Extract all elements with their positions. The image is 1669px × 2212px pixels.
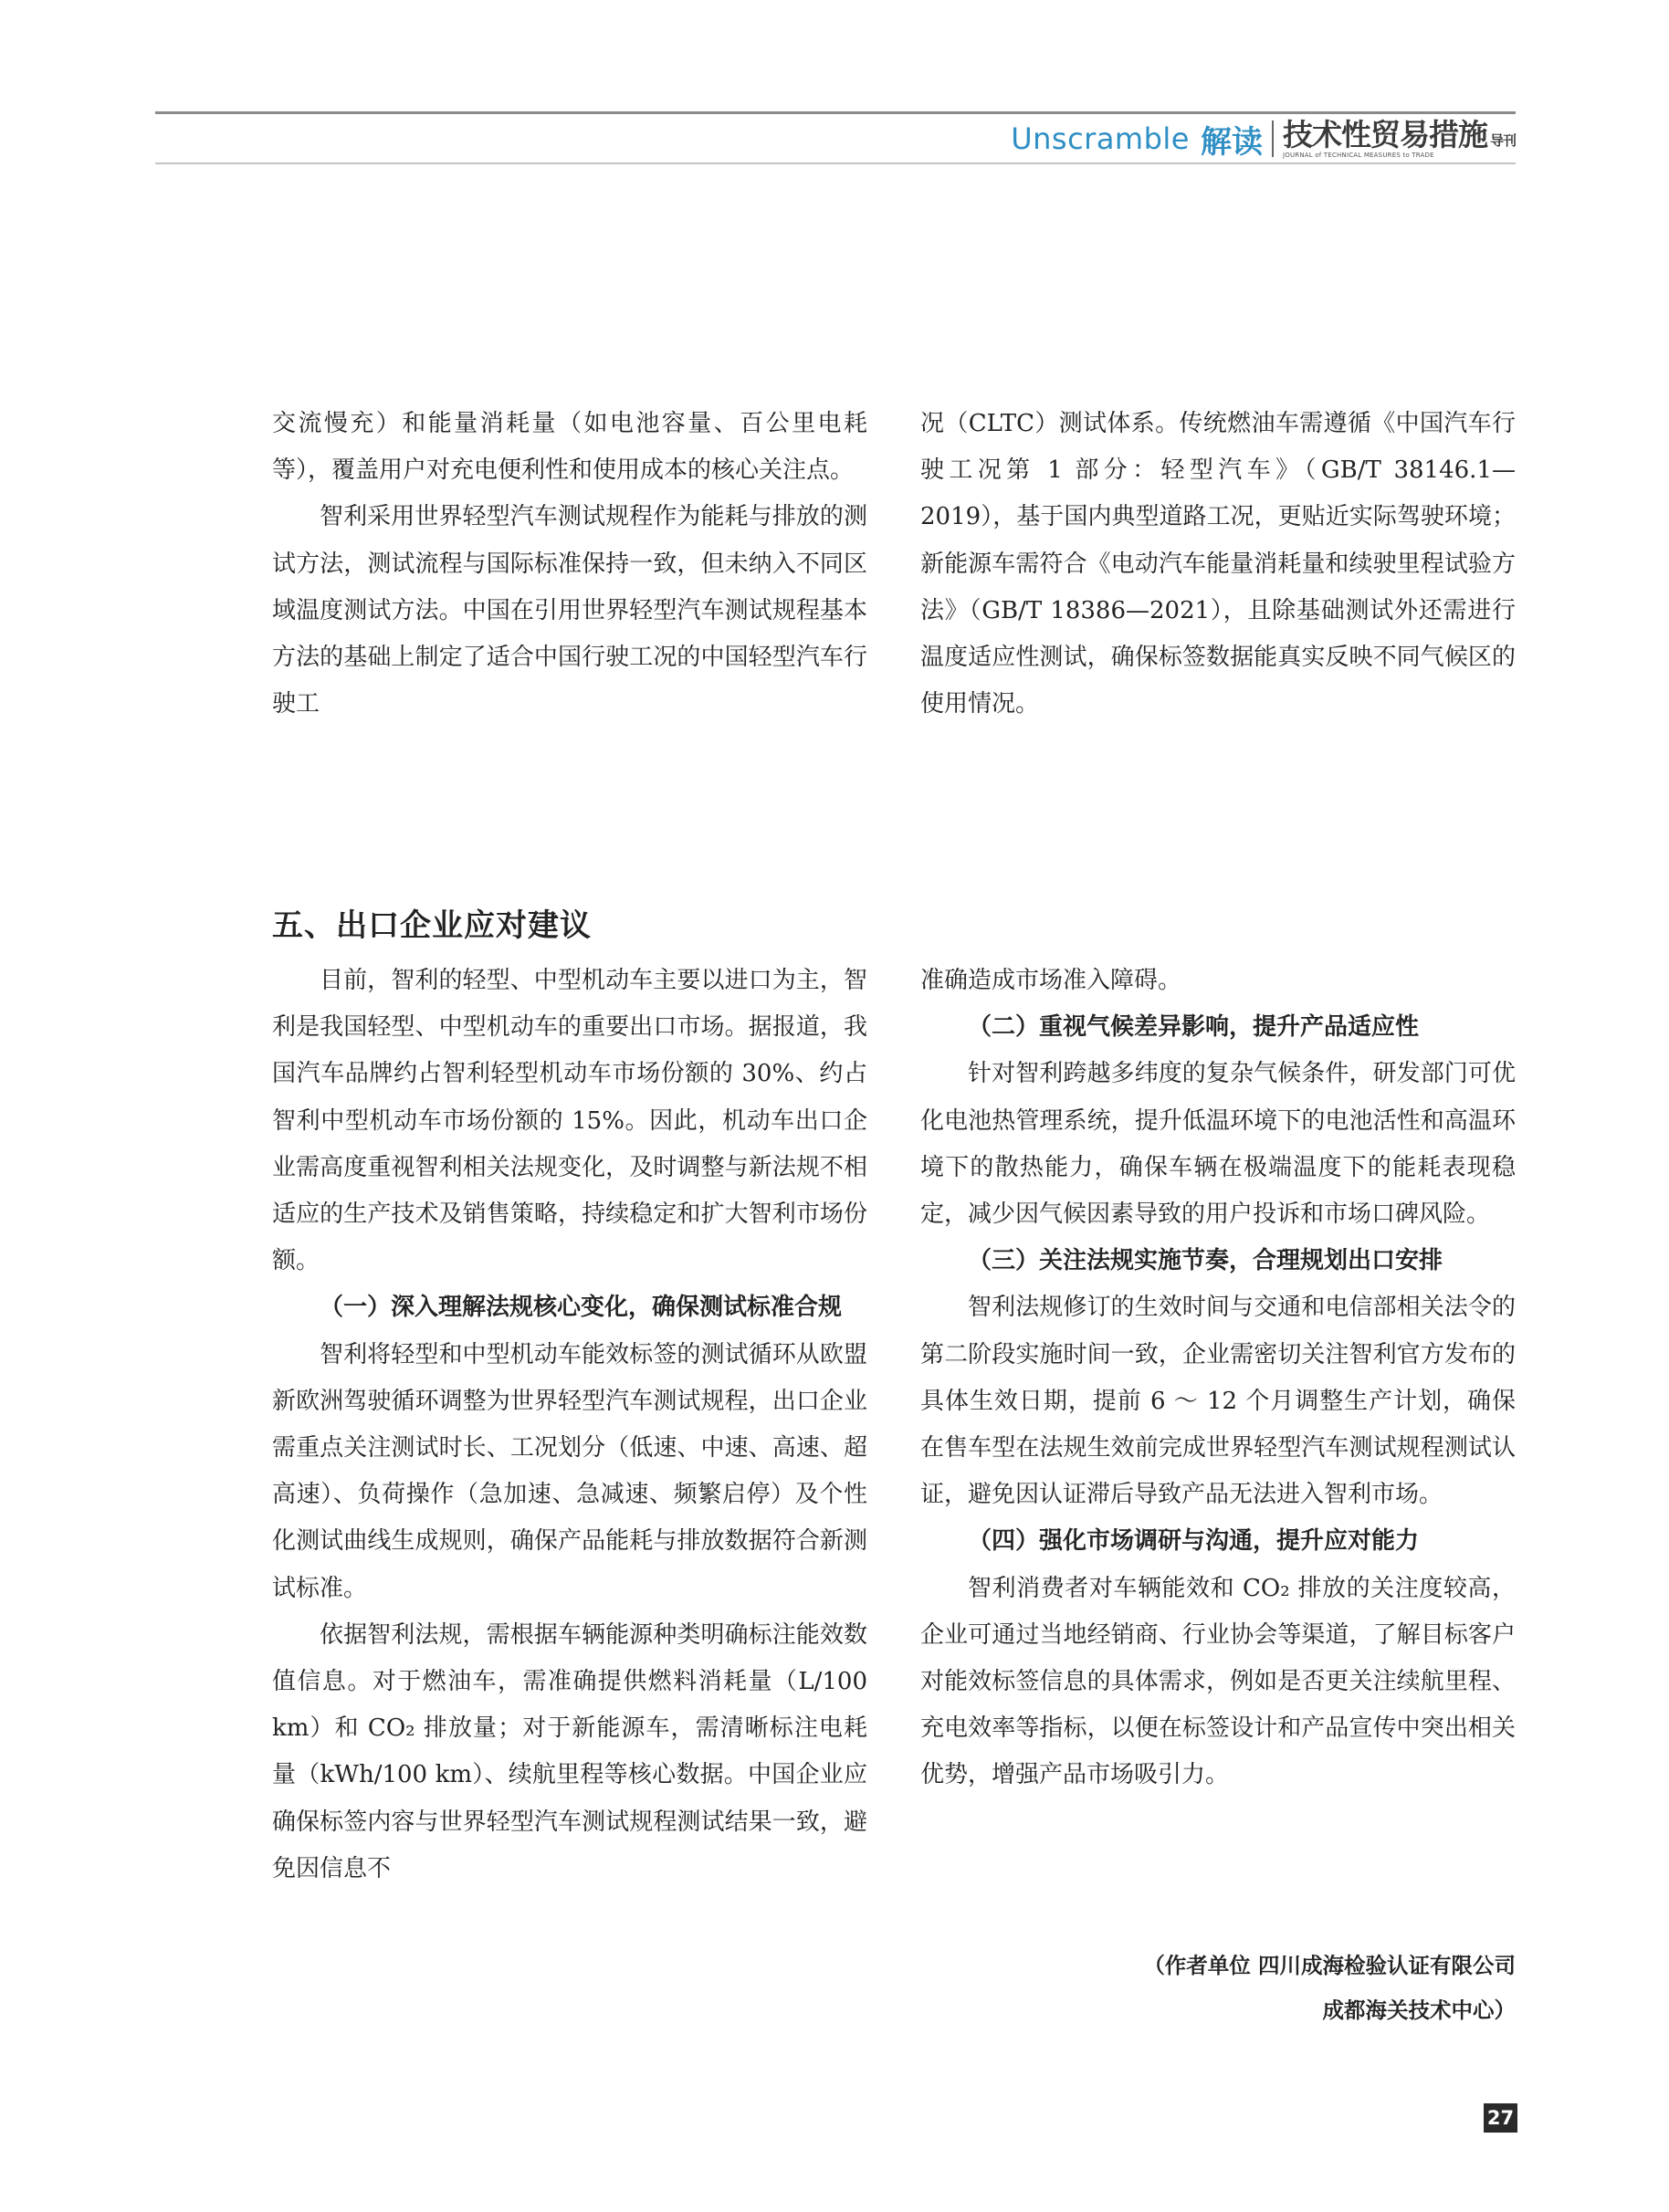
section-label-zh: 解读 xyxy=(1200,123,1263,161)
header-rule-top xyxy=(155,111,1516,114)
journal-logo xyxy=(1282,116,1516,159)
column-right-bottom xyxy=(920,958,1516,1799)
affiliation-line: 成都海关技术中心） xyxy=(1322,1997,1516,2023)
subheading: （三）关注法规实施节奏，合理规划出口安排 xyxy=(968,1247,1443,1275)
journal-title: 技术性贸易措施 xyxy=(1282,116,1487,152)
paragraph: 目前，智利的轻型、中型机动车主要以进口为主，智利是我国轻型、中型机动车的重要出口市场。据报道，我国汽车品牌约占智利轻型机动车市场份额的 30%、约占智利中型机动车市场份额的 15%。因此，机动车出口企业需高度重视智利相关法规变化，及时调整与新法规不相适应的生产技术及销售策略，持续稳定和扩大智利市场份额。 xyxy=(272,967,867,1275)
paragraph: 针对智利跨越多纬度的复杂气候条件，研发部门可优化电池热管理系统，提升低温环境下的电池活性和高温环境下的散热能力，确保车辆在极端温度下的能耗表现稳定，减少因气候因素导致的用户投诉和市场口碑风险。 xyxy=(920,1060,1516,1229)
paragraph: 况（CLTC）测试体系。传统燃油车需遵循《中国汽车行驶工况第 1 部分：轻型汽车》（GB/T 38146.1—2019），基于国内典型道路工况，更贴近实际驾驶环境；新能源车需符合《电动汽车能量消耗量和续驶里程试验方法》（GB/T 18386—2021），且除基础测试外还需进行温度适应性测试，确保标签数据能真实反映不同气候区的使用情况。 xyxy=(920,410,1516,718)
masthead xyxy=(1011,116,1516,161)
section-label-en: Unscramble xyxy=(1011,121,1190,156)
paragraph: 交流慢充）和能量消耗量（如电池容量、百公里电耗等），覆盖用户对充电便利性和使用成本的核心关注点。 xyxy=(272,410,867,485)
masthead-divider xyxy=(1272,121,1274,157)
column-left-bottom xyxy=(272,958,867,1892)
subheading: （四）强化市场调研与沟通，提升应对能力 xyxy=(968,1527,1420,1556)
journal-title-en: JOURNAL of TECHNICAL MEASURES to TRADE xyxy=(1282,151,1434,159)
column-left-top xyxy=(272,401,867,728)
column-right-top xyxy=(920,401,1516,728)
subheading: （二）重视气候差异影响，提升产品适应性 xyxy=(968,1013,1420,1042)
journal-suffix: 导刊 xyxy=(1489,131,1516,149)
author-affiliation xyxy=(1143,1944,1516,2033)
section-heading: 五、出口企业应对建议 xyxy=(272,907,592,944)
subheading: （一）深入理解法规核心变化，确保测试标准合规 xyxy=(320,1294,843,1322)
affiliation-line: （作者单位 四川成海检验认证有限公司 xyxy=(1143,1953,1516,1978)
paragraph: 智利将轻型和中型机动车能效标签的测试循环从欧盟新欧洲驾驶循环调整为世界轻型汽车测试规程，出口企业需重点关注测试时长、工况划分（低速、中速、高速、超高速）、负荷操作（急加速、急减速、频繁启停）及个性化测试曲线生成规则，确保产品能耗与排放数据符合新测试标准。 xyxy=(272,1340,867,1602)
page-number: 27 xyxy=(1484,2103,1517,2133)
paragraph: 依据智利法规，需根据车辆能源种类明确标注能效数值信息。对于燃油车，需准确提供燃料消耗量（L/100 km）和 CO₂ 排放量；对于新能源车，需清晰标注电耗量（kWh/100 km）、续航里程等核心数据。中国企业应确保标签内容与世界轻型汽车测试规程测试结果一致，避免因信息不 xyxy=(272,1620,867,1882)
header-rule-bottom xyxy=(155,162,1516,164)
paragraph: 准确造成市场准入障碍。 xyxy=(920,967,1182,994)
paragraph: 智利采用世界轻型汽车测试规程作为能耗与排放的测试方法，测试流程与国际标准保持一致，但未纳入不同区域温度测试方法。中国在引用世界轻型汽车测试规程基本方法的基础上制定了适合中国行驶工况的中国轻型汽车行驶工 xyxy=(272,503,867,718)
paragraph: 智利消费者对车辆能效和 CO₂ 排放的关注度较高，企业可通过当地经销商、行业协会等渠道，了解目标客户对能效标签信息的具体需求，例如是否更关注续航里程、充电效率等指标，以便在标签设计和产品宣传中突出相关优势，增强产品市场吸引力。 xyxy=(920,1574,1516,1789)
paragraph: 智利法规修订的生效时间与交通和电信部相关法令的第二阶段实施时间一致，企业需密切关注智利官方发布的具体生效日期，提前 6 ～ 12 个月调整生产计划，确保在售车型在法规生效前完成世界轻型汽车测试规程测试认证，避免因认证滞后导致产品无法进入智利市场。 xyxy=(920,1294,1516,1509)
